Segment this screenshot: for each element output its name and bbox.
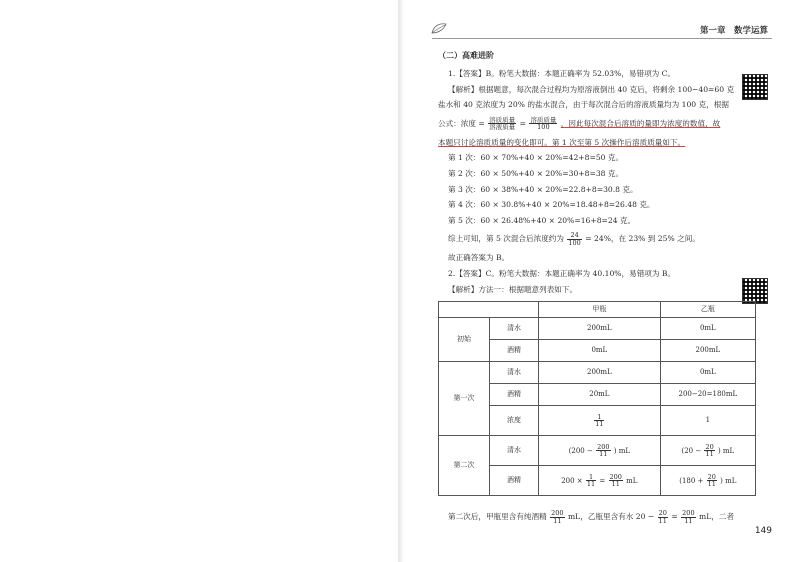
text-span: mL，乙瓶里含有水 20 − bbox=[567, 512, 655, 522]
content bbox=[438, 44, 756, 532]
table-cell: 200mL bbox=[539, 362, 661, 384]
text-span: (180 + bbox=[679, 476, 704, 485]
table-row bbox=[439, 302, 756, 318]
q1-step: 第 1 次：60 × 70%+40 × 20%=42+8=50 克。 bbox=[448, 153, 624, 163]
q2-tail-line bbox=[438, 510, 756, 524]
table-cell bbox=[439, 302, 539, 318]
fraction bbox=[594, 414, 604, 428]
fraction bbox=[658, 510, 668, 524]
frac-num: 20 bbox=[658, 509, 667, 518]
text-span: 200 × bbox=[561, 476, 583, 485]
table-cell bbox=[660, 466, 755, 496]
frac-num: 200 bbox=[597, 442, 610, 451]
left-page-blank bbox=[0, 0, 398, 562]
frac-den: 溶液质量 bbox=[489, 123, 516, 132]
table-row-label: 酒精 bbox=[490, 384, 539, 406]
frac-num: 20 bbox=[707, 472, 716, 481]
frac-den: 11 bbox=[658, 516, 667, 525]
table-row bbox=[439, 436, 756, 466]
table-cell bbox=[539, 406, 661, 436]
fraction bbox=[550, 510, 564, 524]
table-cell bbox=[539, 466, 661, 496]
table-row-label: 浓度 bbox=[490, 406, 539, 436]
table-cell: 20mL bbox=[539, 384, 661, 406]
q1-analysis-line: 盐水和 40 克浓度为 20% 的盐水混合，由于每次混合后的溶液质量均为 100 克，根据 bbox=[438, 100, 729, 110]
text-span: 第二次后，甲瓶里含有纯酒精 bbox=[448, 512, 547, 522]
frac-den: 11 bbox=[684, 516, 693, 525]
table-cell bbox=[660, 436, 755, 466]
text-span: (200 − bbox=[568, 446, 593, 455]
table-cell bbox=[539, 436, 661, 466]
table-header: 甲瓶 bbox=[539, 302, 661, 318]
table-header: 乙瓶 bbox=[660, 302, 755, 318]
table-cell: 200−20=180mL bbox=[660, 384, 755, 406]
fraction bbox=[488, 117, 516, 131]
table-row bbox=[439, 318, 756, 340]
fraction bbox=[596, 444, 610, 458]
table-cell: 0mL bbox=[660, 318, 755, 340]
text-span: ) mL bbox=[613, 446, 630, 455]
frac-num: 1 bbox=[594, 414, 604, 422]
table-group-label: 第二次 bbox=[439, 436, 490, 496]
frac-num: 溶质质量 bbox=[530, 115, 557, 124]
text-span: 综上可知，第 5 次混合后浓度约为 bbox=[448, 234, 564, 244]
q1-answer: 1.【答案】B。粉笔大数据：本题正确率为 52.03%，易错项为 C。 bbox=[448, 69, 676, 78]
page-number: 149 bbox=[754, 526, 772, 536]
q2-analysis-line: 【解析】方法一：根据题意列表如下。 bbox=[448, 284, 578, 294]
right-page bbox=[404, 0, 800, 562]
frac-den: 11 bbox=[707, 480, 716, 489]
table-cell: 0mL bbox=[660, 362, 755, 384]
frac-num: 200 bbox=[682, 509, 695, 518]
frac-den: 100 bbox=[537, 123, 550, 132]
fraction bbox=[609, 474, 623, 488]
q1-analysis-line: 本题只讨论溶质质量的变化即可。第 1 次至第 5 次操作后溶质质量如下。 bbox=[438, 137, 686, 147]
q1-step: 第 3 次：60 × 38%+40 × 20%=22.8+8=30.8 克。 bbox=[448, 184, 638, 194]
text-span: = 24%，在 23% 到 25% 之间。 bbox=[585, 234, 700, 244]
table-cell: 0mL bbox=[539, 340, 661, 362]
fraction bbox=[707, 474, 717, 488]
frac-den: 11 bbox=[586, 480, 596, 489]
frac-num: 1 bbox=[586, 474, 596, 482]
fraction bbox=[681, 510, 695, 524]
fraction bbox=[704, 444, 714, 458]
q1-step: 第 4 次：60 × 30.8%+40 × 20%=18.48+8=26.48 克。 bbox=[448, 200, 655, 210]
q2-answer: 2.【答案】C。粉笔大数据：本题正确率为 40.10%，易错项为 B。 bbox=[448, 268, 676, 278]
q1-conclusion: 故正确答案为 B。 bbox=[448, 253, 510, 263]
chapter-title: 第一章 数学运算 bbox=[699, 26, 768, 36]
table-row bbox=[439, 362, 756, 384]
frac-den: 11 bbox=[553, 516, 562, 525]
q1-step: 第 2 次：60 × 50%+40 × 20%=30+8=38 克。 bbox=[448, 168, 624, 178]
text-span: ) mL bbox=[717, 446, 735, 455]
table-row-label: 酒精 bbox=[490, 340, 539, 362]
table-cell: 200mL bbox=[539, 318, 661, 340]
table-row-label: 清水 bbox=[490, 362, 539, 384]
frac-num: 20 bbox=[705, 442, 714, 451]
text-span: = bbox=[599, 476, 606, 485]
frac-den: 11 bbox=[611, 480, 620, 489]
fraction bbox=[586, 474, 596, 488]
text-span: = bbox=[671, 512, 678, 522]
fraction bbox=[567, 232, 581, 246]
q1-analysis-line: 【解析】根据题意，每次混合过程均为原溶液倒出 40 克后，将剩余 100−40=60 克 bbox=[448, 84, 735, 94]
fraction bbox=[529, 117, 557, 131]
frac-den: 11 bbox=[599, 450, 608, 459]
q1-step: 第 5 次：60 × 26.48%+40 × 20%=16+8=24 克。 bbox=[448, 215, 636, 225]
frac-num: 24 bbox=[567, 232, 581, 240]
leaf-ornament-icon bbox=[430, 21, 448, 35]
text-span: 公式：浓度 = bbox=[438, 118, 485, 128]
table-row-label: 清水 bbox=[490, 318, 539, 340]
frac-den: 100 bbox=[568, 238, 581, 247]
text-span: (20 − bbox=[681, 446, 702, 455]
frac-num: 溶质质量 bbox=[489, 115, 516, 124]
text-span: mL，二者 bbox=[699, 512, 735, 522]
table-cell: 1 bbox=[660, 406, 755, 436]
text-span: ) mL bbox=[720, 476, 737, 485]
q1-summary bbox=[438, 232, 756, 246]
table-row-label: 清水 bbox=[490, 436, 539, 466]
text-span: mL bbox=[626, 476, 638, 485]
text-span: = bbox=[519, 118, 526, 128]
frac-den: 11 bbox=[705, 450, 714, 459]
table-row-label: 酒精 bbox=[490, 466, 539, 496]
table-cell: 200mL bbox=[660, 340, 755, 362]
frac-num: 200 bbox=[609, 472, 622, 481]
section-title: （二）高难进阶 bbox=[438, 51, 494, 60]
frac-den: 11 bbox=[595, 420, 604, 429]
solution-table bbox=[438, 301, 756, 496]
table-group-label: 初始 bbox=[439, 318, 490, 362]
q1-formula-line bbox=[438, 117, 756, 131]
header-rule bbox=[432, 38, 772, 39]
table-group-label: 第一次 bbox=[439, 362, 490, 436]
text-span: ，因此每次混合后溶质的量即为浓度的数值，故 bbox=[560, 118, 721, 128]
frac-num: 200 bbox=[551, 509, 564, 518]
